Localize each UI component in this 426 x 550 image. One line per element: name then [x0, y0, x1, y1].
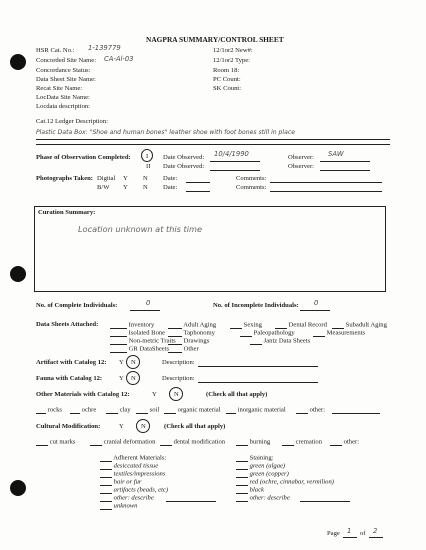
field-hsr-cat-no-label: HSR Cat. No.: [36, 47, 75, 54]
artifact-description-line [198, 366, 318, 367]
ds-sexing[interactable]: Sexing [230, 322, 262, 329]
ledger-line-2 [36, 144, 390, 145]
om-rocks[interactable]: rocks [36, 407, 62, 414]
incomplete-individuals-line [300, 310, 330, 311]
photos-digital-date-label: Date: [163, 175, 178, 182]
ledger-label: Cat.12 Ledger Description: [36, 118, 108, 125]
phase-2-number[interactable]: II [146, 163, 151, 170]
phase-1-number[interactable]: I [146, 153, 149, 160]
phase-1-observer-label: Observer: [288, 154, 314, 161]
artifact-description-label: Description: [162, 359, 195, 366]
photos-label: Photographs Taken: [36, 175, 93, 182]
ledger-line-1 [36, 139, 390, 140]
incomplete-individuals-value: 0 [314, 299, 319, 307]
staining-label: Staining: [236, 455, 273, 462]
field-recat-site-label: Recat Site Name: [36, 85, 83, 92]
cm-cremation[interactable]: cremation [282, 439, 322, 446]
om-clay[interactable]: clay [106, 407, 131, 414]
ds-jantz-data-sheets[interactable]: Jantz Data Sheets [250, 338, 310, 345]
photos-digital-yes[interactable]: Y [123, 175, 128, 182]
field-pc-count-label: PC Count: [213, 76, 241, 83]
artifact-no[interactable]: N [131, 359, 136, 366]
form-title: NAGPRA SUMMARY/CONTROL SHEET [146, 35, 284, 44]
other-materials-no-circle-mark [169, 387, 183, 401]
phase-1-observer-value: SAW [328, 150, 344, 158]
cultural-note: (Check all that apply) [164, 423, 226, 430]
data-sheets-label: Data Sheets Attached: [36, 321, 99, 328]
complete-individuals-line [130, 310, 160, 311]
photos-digital-comments-line [270, 182, 382, 183]
om-inorganic-material[interactable]: inorganic material [226, 407, 286, 414]
ds-dental-record[interactable]: Dental Record [275, 322, 327, 329]
adherent-desiccated-tissue[interactable]: desiccated tissue [100, 463, 158, 470]
field-concorded-site-label: Concorded Site Name: [36, 57, 97, 64]
field-new-number-label: 12/1or2 New#: [213, 47, 253, 54]
field-room-label: Room 18: [213, 67, 240, 74]
complete-individuals-label: No. of Complete Individuals: [36, 302, 118, 309]
fauna-description-line [198, 382, 318, 383]
ds-taphonomy[interactable]: Taphonomy [168, 330, 215, 337]
staining-black[interactable]: black [236, 487, 264, 494]
ds-drawings[interactable]: Drawings [168, 338, 209, 345]
artifact-label: Artifact with Catalog 12: [36, 359, 107, 366]
photos-bw-date-line [186, 191, 210, 192]
om-ochre[interactable]: ochre [70, 407, 96, 414]
ds-adult-aging[interactable]: Adult Aging [168, 322, 216, 329]
phase-2-observer-label: Observer: [288, 163, 314, 170]
phase-1-date-line [210, 161, 260, 162]
ds-gr-datasheets[interactable]: GR DataSheets [110, 346, 169, 353]
staining-green-copper[interactable]: green (copper) [236, 471, 289, 478]
photos-digital-date-line [186, 182, 210, 183]
punch-hole-middle [10, 266, 26, 282]
ds-other[interactable]: Other [168, 346, 199, 353]
phase-1-date-value: 10/4/1990 [214, 150, 249, 158]
fauna-description-label: Description: [162, 375, 195, 382]
photos-bw-comments-line [270, 191, 382, 192]
phase-2-observer-line [320, 170, 370, 171]
adherent-other-line [166, 501, 216, 502]
page-of-label: of [360, 530, 366, 537]
fauna-label: Fauna with Catalog 12: [36, 375, 103, 382]
photos-digital-label: Digital [97, 175, 116, 182]
page-current: 1 [347, 527, 352, 535]
other-materials-no[interactable]: N [174, 391, 179, 398]
staining-green-algae[interactable]: green (algae) [236, 463, 285, 470]
field-sk-count-label: SK Count: [213, 85, 242, 92]
ds-subadult-aging[interactable]: Subadult Aging [332, 322, 387, 329]
photos-bw-comments-label: Comments: [236, 184, 267, 191]
fauna-no[interactable]: N [131, 375, 136, 382]
om-other-line [332, 413, 380, 414]
phase-2-date-line [210, 170, 260, 171]
field-hsr-cat-no-value: 1-139779 [88, 44, 121, 52]
cm-cut-marks[interactable]: cut marks [36, 439, 75, 446]
field-concorded-site-value: CA-Al-03 [104, 55, 134, 63]
cm-dental-modification[interactable]: dental modification [160, 439, 225, 446]
adherent-other-describe[interactable]: other: describe [100, 495, 154, 502]
fauna-no-circle-mark [126, 371, 140, 385]
photos-bw-label: B/W [97, 184, 110, 191]
photos-digital-no[interactable]: N [143, 175, 148, 182]
photos-bw-yes[interactable]: Y [123, 184, 128, 191]
adherent-textiles[interactable]: textiles/impressions [100, 471, 165, 478]
adherent-label: Adherent Materials: [100, 455, 166, 462]
incomplete-individuals-label: No. of Incomplete Individuals: [213, 302, 299, 309]
om-soil[interactable]: soil [136, 407, 159, 414]
ds-measurements[interactable]: Measurements [313, 330, 365, 337]
complete-individuals-value: 0 [146, 299, 151, 307]
phase-1-circle-mark [141, 149, 153, 162]
curation-summary-text: Location unknown at this time [78, 224, 203, 234]
artifact-no-circle-mark [126, 355, 140, 369]
page-total-line [369, 537, 383, 538]
cultural-modification-label: Cultural Modification: [36, 423, 101, 430]
adherent-artifacts[interactable]: artifacts (beads, etc) [100, 487, 168, 494]
curation-summary-label: Curation Summary: [38, 209, 96, 216]
field-locdata-description-label: Locdata description: [36, 103, 91, 110]
other-materials-yes[interactable]: Y [152, 391, 157, 398]
photos-bw-no[interactable]: N [143, 184, 148, 191]
punch-hole-top [10, 54, 26, 70]
staining-red[interactable]: red (ochre, cinnabar, vermilion) [236, 479, 334, 486]
om-other[interactable]: other: [296, 407, 325, 414]
artifact-yes[interactable]: Y [119, 359, 124, 366]
page-current-line [343, 537, 357, 538]
page-label: Page [327, 530, 340, 537]
field-type-label: 12/1or2 Type: [213, 57, 250, 64]
cm-other[interactable]: other: [330, 439, 359, 446]
ds-paleopathology[interactable]: Paleopathology [240, 330, 295, 337]
staining-other-line [300, 501, 350, 502]
adherent-hair-or-fur[interactable]: hair or fur [100, 479, 142, 486]
phase-1-observer-line [320, 161, 370, 162]
field-locdata-site-label: LocData Site Name: [36, 94, 90, 101]
field-concordance-status-label: Concordance Status: [36, 67, 91, 74]
cm-cranial-deformation[interactable]: cranial deformation [90, 439, 155, 446]
fauna-yes[interactable]: Y [119, 375, 124, 382]
om-organic-material[interactable]: organic material [164, 407, 221, 414]
photos-digital-comments-label: Comments: [236, 175, 267, 182]
other-materials-note: (Check all that apply) [206, 391, 268, 398]
phase-2-date-label: Date Observed: [163, 163, 205, 170]
phase-label: Phase of Observation Completed: [36, 154, 131, 161]
adherent-unknown[interactable]: unknown [100, 503, 137, 510]
punch-hole-bottom [10, 480, 26, 496]
cultural-no[interactable]: N [141, 423, 146, 430]
ds-inventory[interactable]: Inventory [110, 322, 154, 329]
page-total: 2 [373, 527, 378, 535]
ds-isolated-bone[interactable]: Isolated Bone [110, 330, 165, 337]
cultural-no-circle-mark [136, 419, 150, 433]
cm-burning[interactable]: burning [236, 439, 270, 446]
staining-other-describe[interactable]: other: describe [236, 495, 290, 502]
curation-summary-box[interactable] [34, 206, 386, 292]
ledger-description: Plastic Data Box: "Shoe and human bones" leather shoe with foot bones still in place [36, 129, 295, 136]
photos-bw-date-label: Date: [163, 184, 178, 191]
phase-1-date-label: Date Observed: [163, 154, 205, 161]
cultural-yes[interactable]: Y [119, 423, 124, 430]
field-data-sheet-site-label: Data Sheet Site Name: [36, 76, 96, 83]
ds-non-metric-traits[interactable]: Non-metric Traits [110, 338, 176, 345]
other-materials-label: Other Materials with Catalog 12: [36, 391, 130, 398]
